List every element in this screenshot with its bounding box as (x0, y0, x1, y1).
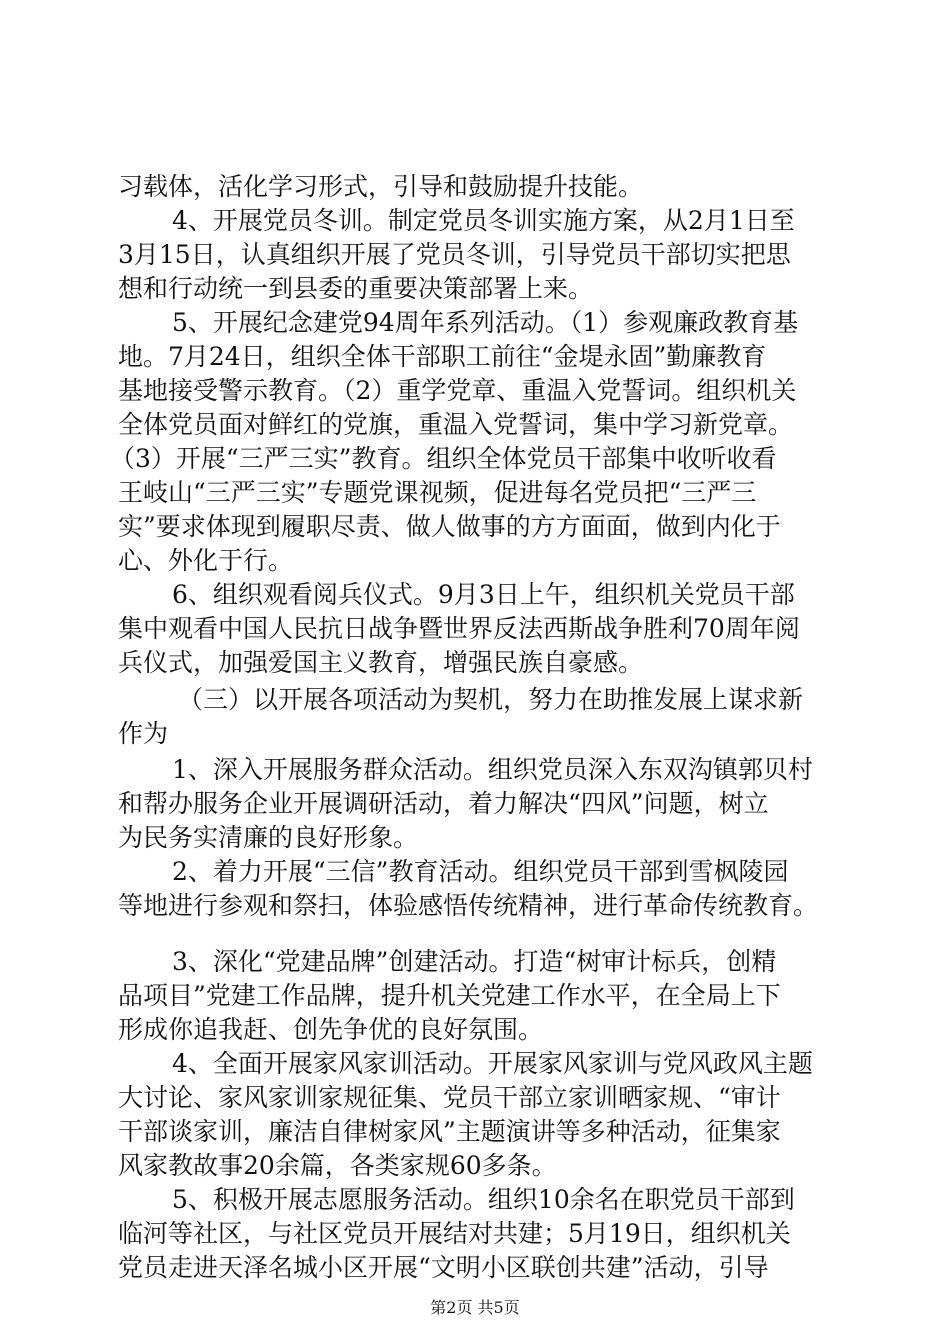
text-line: 3、深化“党建品牌”创建活动。打造“树审计标兵，创精 (172, 947, 777, 976)
text-line: 兵仪式，加强爱国主义教育，增强民族自豪感。 (118, 648, 644, 677)
text-line: 5、积极开展志愿服务活动。组织10余名在职党员干部到 (172, 1185, 795, 1214)
text-line: 大讨论、家风家训家规征集、党员干部立家训晒家规、“审计 (118, 1083, 781, 1112)
text-line: 3月15日，认真组织开展了党员冬训，引导党员干部切实把思 (118, 240, 791, 269)
section-heading: 作为 (118, 719, 169, 748)
text-line: 4、全面开展家风家训活动。开展家风家训与党风政风主题 (172, 1049, 813, 1078)
text-line: 集中观看中国人民抗日战争暨世界反法西斯战争胜利70周年阅 (118, 614, 800, 643)
text-line: 想和行动统一到县委的重要决策部署上来。 (118, 274, 594, 303)
text-line: 等地进行参观和祭扫，体验感悟传统精神，进行革命传统教育。 (118, 891, 819, 920)
text-line: 风家教故事20余篇，各类家规60多条。 (118, 1151, 557, 1180)
text-line: 2、着力开展“三信”教育活动。组织党员干部到雪枫陵园 (172, 857, 789, 886)
text-line: 临河等社区，与社区党员开展结对共建；5月19日，组织机关 (118, 1219, 791, 1248)
text-line: 6、组织观看阅兵仪式。9月3日上午，组织机关党员干部 (172, 580, 795, 609)
text-line: 党员走进天泽名城小区开展“文明小区联创共建”活动，引导 (118, 1253, 769, 1282)
section-heading: （三）以开展各项活动为契机，努力在助推发展上谋求新 (178, 685, 804, 714)
text-line: 王岐山“三严三实”专题党课视频，促进每名党员把“三严三 (118, 478, 757, 507)
text-line: 5、开展纪念建党94周年系列活动。（1）参观廉政教育基 (172, 308, 799, 337)
text-line: 基地接受警示教育。（2）重学党章、重温入党誓词。组织机关 (118, 376, 797, 405)
text-line: 心、外化于行。 (118, 546, 294, 575)
text-line: 地。7月24日，组织全体干部职工前往“金堤永固”勤廉教育 (118, 342, 767, 371)
text-line: （3）开展“三严三实”教育。组织全体党员干部集中收听收看 (110, 444, 777, 473)
text-line: 实”要求体现到履职尽责、做人做事的方方面面，做到内化于 (118, 512, 781, 541)
text-line: 全体党员面对鲜红的党旗，重温入党誓词，集中学习新党章。 (118, 410, 794, 439)
page-number-footer: 第2页 共5页 (430, 1298, 520, 1317)
text-line: 干部谈家训，廉洁自律树家风”主题演讲等多种活动，征集家 (118, 1117, 781, 1146)
text-line: 为民务实清廉的良好形象。 (118, 823, 419, 852)
text-line: 和帮办服务企业开展调研活动，着力解决“四风”问题，树立 (118, 789, 769, 818)
text-line: 4、开展党员冬训。制定党员冬训实施方案，从2月1日至 (172, 206, 795, 235)
text-line: 品项目”党建工作品牌，提升机关党建工作水平，在全局上下 (118, 981, 781, 1010)
text-line: 习载体，活化学习形式，引导和鼓励提升技能。 (118, 172, 644, 201)
text-line: 形成你追我赶、创先争优的良好氛围。 (118, 1015, 544, 1044)
text-line: 1、深入开展服务群众活动。组织党员深入东双沟镇郭贝村 (172, 755, 813, 784)
